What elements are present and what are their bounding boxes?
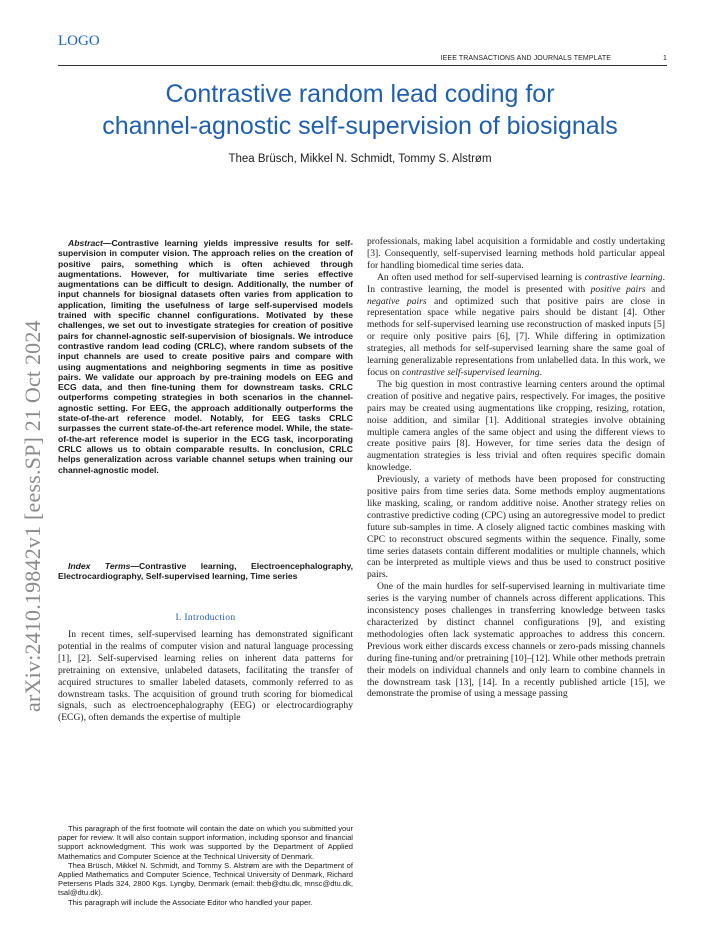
index-terms-text: Contrastive learning, Electroencephalography, Electrocardiography, Self-supervised learning, Time series [58, 561, 353, 582]
emphasis-span: negative pairs [367, 295, 427, 307]
paper-title [40, 78, 680, 142]
index-terms [58, 561, 353, 582]
footnote-3: This paragraph will include the Associate Editor who handled your paper. [68, 897, 313, 907]
arxiv-stamp: arXiv:2410.19842v1 [eess.SP] 21 Oct 2024 [20, 320, 45, 712]
footnote-1: This paragraph of the first footnote will contain the date on which you submitted your paper for review. It will also contain support information, including sponsor and financial support acknowledgment. This work was supported by the Department of Applied Mathematics and Computer Science at the Technical University of Denmark. [58, 824, 353, 861]
header-rule [58, 65, 667, 66]
text-span: . [539, 366, 543, 378]
emphasis-span: positive pairs [590, 283, 646, 295]
footnote-2: Thea Brüsch, Mikkel N. Schmidt, and Tommy S. Alstrøm are with the Department of Applied Mathematics and Computer Science, Technical University of Denmark, Richard Petersens Plads 324, 2800 Kgs. Lyngby, Denmark (email: theb@dtu.dk, mnsc@dtu.dk, tsal@dtu.dk). [58, 860, 353, 898]
emphasis-span: contrastive learning [584, 271, 663, 283]
logo: LOGO [58, 33, 100, 49]
text-span: An often used method for self-supervised learning is [377, 271, 585, 283]
text-span: and [645, 283, 665, 295]
section-heading-introduction: I. Introduction [175, 612, 236, 623]
running-head-title: IEEE TRANSACTIONS AND JOURNALS TEMPLATE [440, 55, 611, 62]
title-line-1: Contrastive random lead coding for [165, 80, 555, 108]
right-paragraph-1: professionals, making label acquisition a formidable and costly undertaking [3]. Consequently, self-supervised learning methods hold particular appeal for handling biomedical time series data. [367, 236, 665, 271]
intro-left-column [58, 629, 353, 724]
text-span: . In contrastive learning, the model is presented with [367, 271, 665, 295]
right-paragraph-5: One of the main hurdles for self-supervised learning in multivariate time series is the varying number of channels across different applications. This inconsistency poses challenges in transferring knowledge between tasks characterized by distinct channel configurations [9], and existing methodologies often lack systematic approaches to address this concern. Previous work either discards excess channels or zero-pads missing channels during fine-tuning and/or pretraining [10]–[12]. While other methods pretrain their models on individual channels and only learn to combine channels in the downstream task [13], [14]. In a recently published article [15], we demonstrate the promise of using a message passing [367, 581, 665, 700]
footnotes [58, 824, 353, 907]
running-head [0, 55, 667, 62]
index-terms-label: Index Terms— [68, 561, 139, 571]
right-paragraph-3: The big question in most contrastive learning centers around the optimal creation of positive and negative pairs, respectively. For images, the positive pairs may be created using augmentations like cropping, resizing, rotation, noise addition, and similar [1]. Additional strategies involve obtaining multiple camera angles of the same object and using the different views to create positive pairs [8]. However, for time series data the design of augmentation strategies is less trivial and often requires specific domain knowledge. [367, 378, 665, 474]
right-paragraph-4: Previously, a variety of methods have been proposed for constructing positive pairs from time series data. Some methods employ augmentations like masking, scaling, or random additive noise. Another strategy relies on contrastive predictive coding (CPC) using an autoregressive model to predict future sub-samples in time. A closely aligned tactic combines masking with CPC to reconstruct obscured segments within the sequence. Finally, some time series datasets contain different modalities or multiple channels, which can be interpreted as multiple views and thus be used to construct positive pairs. [367, 474, 665, 581]
emphasis-span: contrastive self-supervised learning [402, 366, 540, 378]
intro-paragraph: In recent times, self-supervised learning has demonstrated significant potential in the realms of computer vision and natural language processing [1], [2]. Self-supervised learning relies on inherent data patterns for pretraining on extensive, unlabeled datasets, facilitating the transfer of acquired structures to smaller labeled datasets, commonly referred to as downstream tasks. The acquisition of ground truth scoring for biomedical signals, such as electroencephalography (EEG) or electrocardiography (ECG), often demands the expertise of multiple [58, 629, 353, 724]
text-span: and optimized such that positive pairs are close in representation space while negative pairs should be distant [4]. Other methods for self-supervised learning use reconstruction of masked inputs [5] or require only positive pairs [6], [7]. While differing in optimization strategies, all methods for self-supervised learning share the same goal of learning generalizable representations from unlabelled data. In this work, we focus on [367, 295, 665, 378]
page-number: 1 [663, 55, 667, 62]
right-paragraph-2 [367, 272, 665, 379]
abstract-label: Abstract— [68, 238, 112, 248]
title-line-2: channel-agnostic self-supervision of biosignals [102, 112, 618, 140]
author-list: Thea Brüsch, Mikkel N. Schmidt, Tommy S. Alstrøm [228, 153, 492, 165]
abstract-text: Contrastive learning yields impressive results for self-supervision in computer vision. The approach relies on the creation of positive pairs, something which is often achieved through augmentations. However, for multivariate time series effective augmentations can be difficult to design. Additionally, the number of input channels for biosignal datasets often varies from application to application, limiting the usefulness of large self-supervised models trained with specific channel configurations. Motivated by these challenges, we set out to investigate strategies for creation of positive pairs for channel-agnostic self-supervision of biosignals. We introduce contrastive random lead coding (CRLC), where random subsets of the input channels are used to create positive pairs and compare with using augmentations and neighboring segments in time as positive pairs. We validate our approach by pre-training models on EEG and ECG data, and then fine-tuning them for downstream tasks. CRLC outperforms competing strategies in both scenarios in the channel-agnostic setting. For EEG, the approach additionally outperforms the state-of-the-art reference model. Notably, for EEG tasks CRLC surpasses the current state-of-the-art reference model. While, the state-of-the-art reference model is superior in the ECG task, incorporating CRLC allows us to obtain comparable results. In conclusion, CRLC helps generalization across variable channel setups when training our channel-agnostic model. [58, 238, 353, 475]
right-column [367, 236, 665, 700]
abstract [58, 238, 353, 475]
